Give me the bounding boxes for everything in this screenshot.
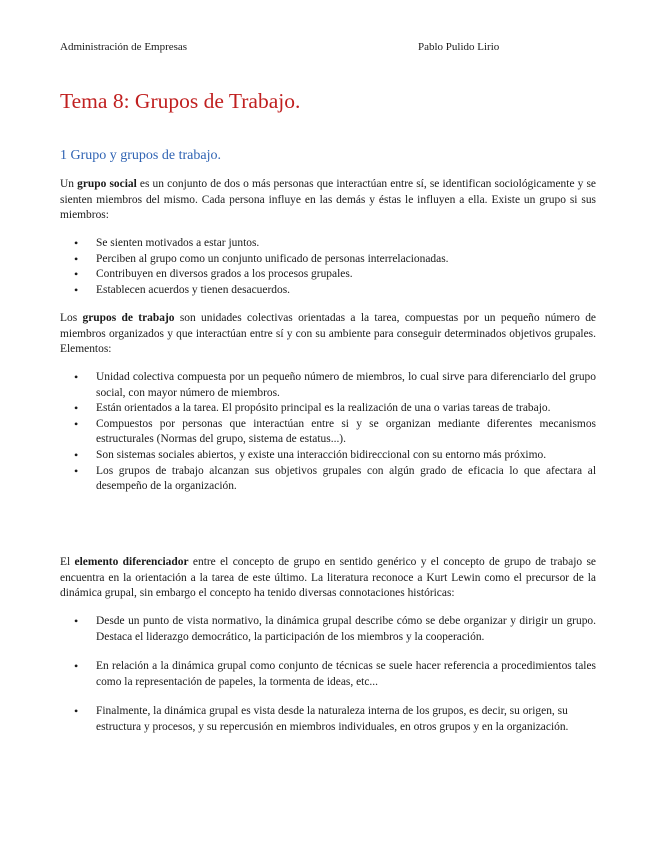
list-item-text: Se sienten motivados a estar juntos. [96, 237, 260, 249]
list-item-text: Finalmente, la dinámica grupal es vista desde la naturaleza interna de los grupos, es decir, su origen, su estructura y procesos, y su repercusión en miembros individuales, en otros grupos y en la organización. [96, 705, 569, 733]
list-item [60, 370, 596, 401]
list-item-text: Establecen acuerdos y tienen desacuerdos. [96, 283, 291, 296]
bold-term-grupos-de-trabajo: grupos de trabajo [82, 312, 175, 324]
bullet-icon: • [74, 267, 79, 282]
list-item-text: Son sistemas sociales abiertos, y existe una interacción bidireccional con su entorno más próximo. [96, 448, 547, 461]
list-item [60, 614, 596, 645]
bullet-icon: • [74, 463, 79, 478]
bullet-icon: • [74, 416, 79, 431]
bullet-icon: • [74, 236, 79, 250]
bullet-icon: • [74, 370, 79, 384]
list-item-text: Compuestos por personas que interactúan entre si y se organizan mediante diferentes mecanismos estructurales (Normas del grupo, sistema de estatus...). [96, 417, 596, 446]
bullet-icon: • [74, 659, 79, 674]
bullet-list-elementos [60, 370, 596, 495]
list-item [60, 267, 596, 283]
list-item [60, 252, 596, 268]
bullet-list-grupo-social [60, 236, 596, 298]
bullet-list-connotaciones [60, 614, 596, 736]
paragraph-grupos-de-trabajo [60, 311, 596, 358]
bold-term-grupo-social: grupo social [77, 178, 137, 190]
bullet-icon: • [74, 447, 79, 462]
list-item [60, 401, 596, 417]
paragraph-text-post: entre el concepto de grupo en sentido genérico y el concepto de grupo de trabajo se encuentra en la orientación a la tarea de este último. La literatura reconoce a Kurt Lewin como el precursor de la dinámica grupal, sin embargo el concepto ha tenido diversas connotaciones históricas: [60, 556, 596, 600]
list-item [60, 464, 596, 495]
list-item [60, 704, 596, 735]
list-item [60, 448, 596, 464]
header-course-name: Administración de Empresas [60, 41, 188, 53]
list-item [60, 236, 596, 252]
bullet-icon: • [74, 704, 79, 719]
bold-term-elemento-diferenciador: elemento diferenciador [74, 556, 189, 568]
page-title: Tema 8: Grupos de Trabajo. [60, 89, 301, 113]
paragraph-text-post: es un conjunto de dos o más personas que interactúan entre sí, se identifican sociológicamente y se sienten miembros del mismo. Cada persona influye en las demás y éstas le influyen a ella. Existe un grupo si sus miembros: [60, 178, 597, 222]
list-item [60, 659, 596, 690]
paragraph-text-pre: El [60, 556, 75, 568]
list-item [60, 283, 596, 299]
list-item-text: Los grupos de trabajo alcanzan sus objetivos grupales con algún grado de eficacia lo que afectara al desempeño de la organización. [96, 464, 596, 493]
list-item [60, 417, 596, 448]
list-item-text: Desde un punto de vista normativo, la dinámica grupal describe cómo se debe organizar y dirigir un grupo. Destaca el liderazgo democrático, la participación de los miembros y la cooperación. [96, 615, 596, 643]
section-heading: 1 Grupo y grupos de trabajo. [60, 148, 221, 163]
list-item-text: Contribuyen en diversos grados a los procesos grupales. [96, 268, 353, 281]
paragraph-text-post: son unidades colectivas orientadas a la tarea, compuestas por un pequeño número de miembros organizados y que interactúan entre sí y con su ambiente para conseguir determinados objetivos grupales. Elementos: [60, 312, 596, 356]
paragraph-elemento-diferenciador [60, 555, 596, 602]
bullet-icon: • [74, 401, 79, 416]
bullet-icon: • [74, 282, 79, 297]
list-item-text: Están orientados a la tarea. El propósito principal es la realización de una o varias tareas de trabajo. [96, 402, 551, 415]
paragraph-text-pre: Un [60, 178, 78, 190]
bullet-icon: • [74, 614, 79, 628]
list-item-text: Perciben al grupo como un conjunto unificado de personas interrelacionadas. [96, 252, 449, 265]
list-item-text: En relación a la dinámica grupal como conjunto de técnicas se suele hacer referencia a procedimientos tales como la representación de papeles, la tormenta de ideas, etc... [96, 660, 596, 688]
header-author-name: Pablo Pulido Lirio [418, 41, 500, 53]
paragraph-grupo-social [60, 177, 596, 224]
bullet-icon: • [74, 251, 79, 266]
list-item-text: Unidad colectiva compuesta por un pequeño número de miembros, lo cual sirve para diferenciarlo del grupo social, con mayor número de miembros. [96, 371, 596, 399]
paragraph-text-pre: Los [60, 312, 83, 324]
